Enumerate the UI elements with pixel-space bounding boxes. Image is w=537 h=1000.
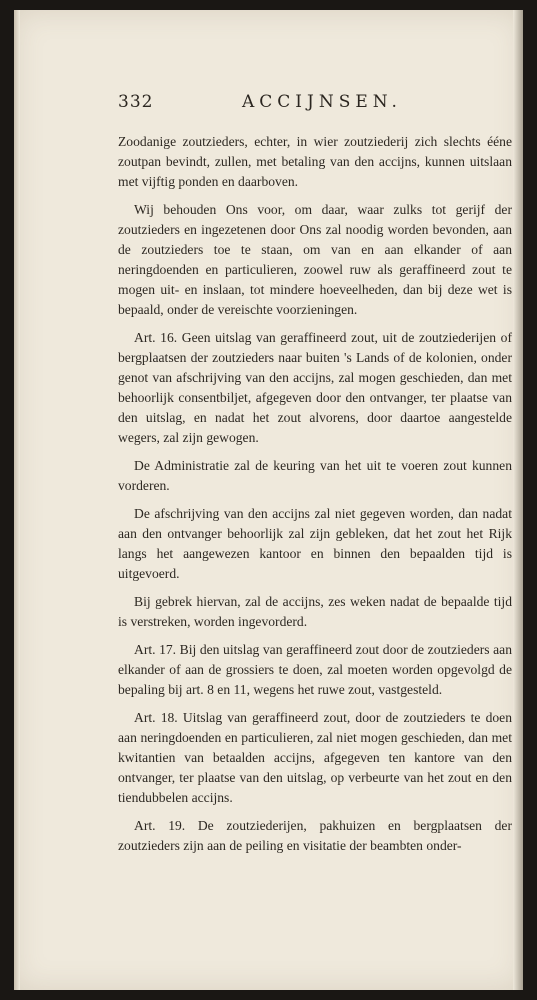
body-text: [118, 132, 512, 864]
paragraph-art-18: Art. 18. Uitslag van geraffineerd zout, door de zoutzieders te doen aan neringdoenden en particulieren, zal niet mogen geschieden, dan met kwitantien van betaalden accijns, afgegeven ten kantore van den ontvanger, ter plaatse van den uitslag, op verbeurte van het zout en den tiendubbelen accijns.: [118, 710, 512, 805]
paragraph-afschrijving: De afschrijving van den accijns zal niet gegeven worden, dan nadat aan den ontvanger behoorlijk zal zijn gebleken, dat het zout het Rijk langs het aangewezen kantoor en binnen den bepaalden tijd is uitgevoerd.: [118, 506, 512, 581]
paragraph-art-16: Art. 16. Geen uitslag van geraffineerd zout, uit de zoutziederijen of bergplaatsen der zoutzieders naar buiten 's Lands of de kolonien, onder genot van afschrijving van den accijns, zal mogen geschieden, dan met behoorlijk consentbiljet, afgegeven door den ontvanger, ter plaatse van den uitslag, en nadat het zout alvorens, door daartoe aangestelde wegers, zal zijn gewogen.: [118, 330, 512, 445]
book-page: [14, 10, 523, 990]
page-edge-right: [513, 10, 523, 990]
page-header: [118, 90, 498, 120]
paragraph-zoodanige: Zoodanige zoutzieders, echter, in wier zoutziederij zich slechts ééne zoutpan bevindt, zullen, met betaling van den accijns, kunnen uitslaan met vijftig ponden en daarboven.: [118, 134, 512, 189]
paragraph-bij-gebrek: Bij gebrek hiervan, zal de accijns, zes weken nadat de bepaalde tijd is verstreken, worden ingevorderd.: [118, 594, 512, 629]
page-edge-left: [14, 10, 20, 990]
paragraph-art-19: Art. 19. De zoutziederijen, pakhuizen en bergplaatsen der zoutzieders zijn aan de peiling en visitatie der beambten onder-: [118, 818, 512, 853]
running-title: ACCIJNSEN.: [242, 92, 402, 112]
paragraph-art-17: Art. 17. Bij den uitslag van geraffineerd zout door de zoutzieders aan elkander of aan de grossiers te doen, zal moeten worden opgevolgd de bepaling bij art. 8 en 11, wegens het ruwe zout, vastgesteld.: [118, 642, 512, 697]
page-number: 332: [118, 92, 154, 112]
paragraph-wij-behouden: Wij behouden Ons voor, om daar, waar zulks tot gerijf der zoutzieders en ingezetenen door Ons zal noodig worden bevonden, aan de zoutzieders toe te staan, om van en aan elkander of aan neringdoenden en particulieren, zoowel ruw als geraffineerd zout te mogen uit- en inslaan, tot mindere hoeveelheden, dan bij deze wet is bepaald, onder de vereischte voorzieningen.: [118, 202, 512, 317]
paragraph-administratie: De Administratie zal de keuring van het uit te voeren zout kunnen vorderen.: [118, 458, 512, 493]
